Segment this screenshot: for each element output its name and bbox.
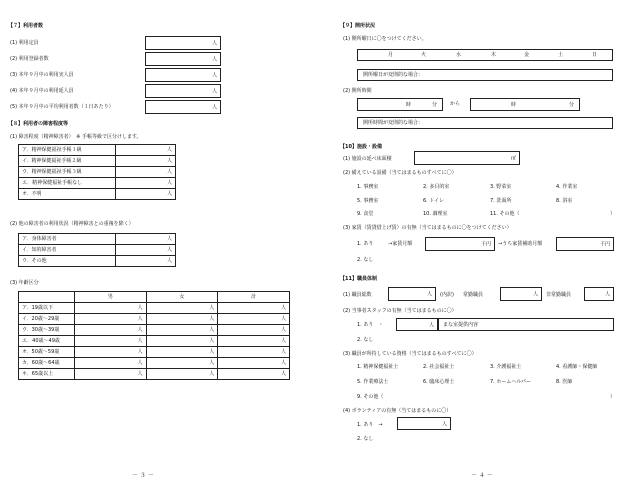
row-label: イ．20歳～29歳 <box>19 314 75 325</box>
open-time-box[interactable] <box>357 98 443 111</box>
total-cell[interactable]: 人 <box>218 347 290 358</box>
row-label: オ．不明 <box>19 189 116 200</box>
table-row <box>19 245 176 256</box>
row-label: ア．身体障害者 <box>19 234 116 245</box>
qualification-option[interactable]: 4. 看護師・保健師 <box>556 364 598 370</box>
qualification-option[interactable]: 7. ホームヘルパー <box>490 379 532 385</box>
s11-q2-label: (2) 当事者スタッフの有無（当てはまるものに〇） <box>343 308 457 314</box>
s7-row-1-label: (1) 利用定員 <box>10 40 39 46</box>
volunteer-yes[interactable]: 1. あり → <box>357 422 383 428</box>
row-label: オ．50歳～59歳 <box>19 347 75 358</box>
female-cell[interactable]: 人 <box>146 336 218 347</box>
s10-q2-label: (2) 備えている設備（当てはまるものすべてに〇） <box>343 170 457 176</box>
parttime-staff-input[interactable] <box>584 287 614 301</box>
floor-area-input[interactable] <box>414 151 520 165</box>
peer-staff-no[interactable]: 2. なし <box>357 337 374 343</box>
day-sun[interactable]: 日 <box>592 52 598 58</box>
s7-row-4-label: (4) 本年９月中の利用延人員 <box>10 88 74 94</box>
s7-row-5-label: (5) 本年９月中の平均利用者数（１日あたり） <box>10 104 114 110</box>
qualification-other-close: ） <box>610 394 616 400</box>
open-minute-label: 分 <box>432 102 438 108</box>
female-cell[interactable]: 人 <box>146 314 218 325</box>
peer-staff-note-input[interactable] <box>438 318 614 331</box>
table-row <box>19 178 176 189</box>
facility-option[interactable]: 6. トイレ <box>423 198 445 204</box>
count-cell[interactable]: 人 <box>116 234 176 245</box>
qualification-option[interactable]: 2. 社会福祉士 <box>423 364 455 370</box>
table-row <box>19 256 176 267</box>
table-row <box>19 325 290 336</box>
count-cell[interactable]: 人 <box>116 245 176 256</box>
section-7-title: 【７】利用者数 <box>8 23 44 29</box>
s8-q3-label: (3) 年齢区分 <box>10 280 39 286</box>
day-tue[interactable]: 火 <box>421 52 427 58</box>
table-row <box>19 314 290 325</box>
section-10-title: 【10】施設・設備 <box>340 144 382 150</box>
peer-staff-yes[interactable]: 1. あり ・ <box>357 322 384 328</box>
facility-option-other[interactable]: 11. その他（ <box>490 211 520 217</box>
count-cell[interactable]: 人 <box>116 189 176 200</box>
count-cell[interactable]: 人 <box>116 145 176 156</box>
close-time-box[interactable] <box>470 98 580 111</box>
fulltime-label: 常勤職員 <box>463 292 484 298</box>
disability-grade-table <box>18 144 176 200</box>
parttime-label: 非常勤職員 <box>546 292 572 298</box>
close-minute-label: 分 <box>569 102 575 108</box>
row-label: ア．精神保健福祉手帳１級 <box>19 145 116 156</box>
facility-option[interactable]: 10. 調理室 <box>423 211 448 217</box>
table-row <box>19 303 290 314</box>
male-cell[interactable]: 人 <box>75 325 147 336</box>
facility-option[interactable]: 1. 事務室 <box>357 184 379 190</box>
table-header-row <box>19 292 290 303</box>
male-cell[interactable]: 人 <box>75 347 147 358</box>
row-label: キ．65歳以上 <box>19 369 75 380</box>
s8-q1-label: (1) 障害程度（精神障害者） ※ 手帳等級で区分けします。 <box>10 134 142 140</box>
header-total: 計 <box>218 292 290 303</box>
table-row <box>19 156 176 167</box>
row-label: カ．60歳～64歳 <box>19 358 75 369</box>
total-cell[interactable]: 人 <box>218 325 290 336</box>
day-note-box[interactable] <box>357 69 613 81</box>
other-disability-table <box>18 233 176 267</box>
female-cell[interactable]: 人 <box>146 347 218 358</box>
open-hour-label: 時 <box>406 102 412 108</box>
male-cell[interactable]: 人 <box>75 303 147 314</box>
age-table <box>18 291 290 380</box>
unit-label: 人 <box>211 56 217 63</box>
facility-option[interactable]: 5. 事務室 <box>357 198 379 204</box>
facility-option[interactable]: 2. 多目的室 <box>423 184 450 190</box>
right-page-number: － ４ － <box>471 472 493 479</box>
time-note-label: 開所時間が変則的な場合： <box>363 120 424 126</box>
fulltime-staff-input[interactable] <box>500 287 542 301</box>
s7-row-1-input[interactable] <box>145 36 221 50</box>
male-cell[interactable]: 人 <box>75 358 147 369</box>
day-sat[interactable]: 土 <box>558 52 564 58</box>
total-cell[interactable]: 人 <box>218 303 290 314</box>
row-label: エ．精神保健福祉手帳なし <box>19 178 116 189</box>
s9-q1-label: (1) 開所曜日に〇をつけてください。 <box>343 36 427 42</box>
section-9-title: 【９】開所状況 <box>340 23 376 29</box>
peer-staff-note-label: まな室提供内容 <box>443 322 479 328</box>
row-label: イ．知的障害者 <box>19 245 116 256</box>
row-label: イ．精神保健福祉手帳２級 <box>19 156 116 167</box>
qualification-option[interactable]: 8. 医師 <box>556 379 573 385</box>
day-mon[interactable]: 月 <box>388 52 394 58</box>
table-row <box>19 347 290 358</box>
female-cell[interactable]: 人 <box>146 325 218 336</box>
count-cell[interactable]: 人 <box>116 167 176 178</box>
table-row <box>19 369 290 380</box>
s7-row-4-input[interactable] <box>145 84 221 98</box>
table-row <box>19 167 176 178</box>
unit-label: 人 <box>211 72 217 79</box>
rent-yes[interactable]: 1. あり <box>357 241 374 247</box>
rent-amount-input[interactable] <box>425 237 495 251</box>
day-thu[interactable]: 木 <box>491 52 497 58</box>
section-11-title: 【11】職員体制 <box>340 276 377 282</box>
facility-option[interactable]: 8. 浴室 <box>556 198 573 204</box>
total-staff-unit: 人 <box>426 291 432 298</box>
male-cell[interactable]: 人 <box>75 314 147 325</box>
table-row <box>19 358 290 369</box>
rent-subsidy-unit: 千円 <box>599 241 610 248</box>
female-cell[interactable]: 人 <box>146 303 218 314</box>
header-empty <box>19 292 75 303</box>
day-wed[interactable]: 水 <box>456 52 462 58</box>
qualification-other[interactable]: 9. その他（ <box>357 394 384 400</box>
s7-row-3-input[interactable] <box>145 68 221 82</box>
s7-row-3-label: (3) 本年９月中の利用実人員 <box>10 72 74 78</box>
parttime-unit: 人 <box>604 291 610 298</box>
s11-q4-label: (4) ボランティアの有無（当てはまるものに〇） <box>343 408 452 414</box>
rent-unit: 千円 <box>480 241 491 248</box>
rent-subsidy-input[interactable] <box>556 237 614 251</box>
day-fri[interactable]: 金 <box>524 52 530 58</box>
facility-other-close: ） <box>610 211 616 217</box>
male-cell[interactable]: 人 <box>75 336 147 347</box>
peer-staff-unit: 人 <box>428 322 434 328</box>
s10-q3-label: (3) 家賃（賃貸借上げ賃）の有無（当てはまるものに〇をつけてください） <box>343 225 512 231</box>
facility-option[interactable]: 7. 洗面所 <box>490 198 512 204</box>
table-row <box>19 189 176 200</box>
row-label: エ．40歳～49歳 <box>19 336 75 347</box>
table-row <box>19 336 290 347</box>
section-8-title: 【８】利用者の障害程度等 <box>8 121 69 127</box>
facility-option[interactable]: 9. 食堂 <box>357 211 374 217</box>
area-unit: ㎡ <box>510 155 516 162</box>
s7-row-5-input[interactable] <box>145 100 221 114</box>
volunteer-unit: 人 <box>441 421 447 427</box>
count-cell[interactable]: 人 <box>116 156 176 167</box>
s8-q2-label: (2) 他の障害者の利用状況（精神障害との重複を除く） <box>10 221 134 227</box>
fulltime-unit: 人 <box>532 291 538 298</box>
weekday-box <box>357 49 613 61</box>
s7-row-2-label: (2) 利用登録者数 <box>10 56 49 62</box>
header-male: 男 <box>75 292 147 303</box>
count-cell[interactable]: 人 <box>116 178 176 189</box>
facility-option[interactable]: 4. 作業室 <box>556 184 578 190</box>
total-cell[interactable]: 人 <box>218 336 290 347</box>
s9-q2-label: (2) 開所時間 <box>343 88 372 94</box>
qualification-option[interactable]: 6. 臨床心理士 <box>423 379 455 385</box>
rent-subsidy-label: →うち家賃補助月額 <box>498 241 543 247</box>
female-cell[interactable]: 人 <box>146 369 218 380</box>
row-label: ウ．30歳～39歳 <box>19 325 75 336</box>
s10-q1-label: (1) 施設の延べ床面積 <box>343 156 392 162</box>
rent-amount-label: →家賃月額 <box>388 241 413 247</box>
s11-q1-label: (1) 職員総数 <box>343 292 372 298</box>
close-hour-label: 時 <box>511 102 517 108</box>
total-cell[interactable]: 人 <box>218 369 290 380</box>
day-note-label: 開所曜日が変則的な場合： <box>363 72 424 78</box>
header-female: 女 <box>146 292 218 303</box>
qualification-option[interactable]: 5. 作業療法士 <box>357 379 389 385</box>
count-cell[interactable]: 人 <box>116 256 176 267</box>
row-label: ア．19歳以下 <box>19 303 75 314</box>
row-label: ウ．精神保健福祉手帳３級 <box>19 167 116 178</box>
from-label: から <box>450 101 461 107</box>
qualification-option[interactable]: 3. 介護福祉士 <box>490 364 522 370</box>
unit-label: 人 <box>211 88 217 95</box>
volunteer-no[interactable]: 2. なし <box>357 436 374 442</box>
qualification-option[interactable]: 1. 精神保健福祉士 <box>357 364 399 370</box>
s11-q3-label: (3) 職員が所持している資格（当てはまるものすべてに〇） <box>343 351 477 357</box>
total-staff-input[interactable] <box>388 287 436 301</box>
unit-label: 人 <box>211 40 217 47</box>
row-label: ウ．その他 <box>19 256 116 267</box>
s7-row-2-input[interactable] <box>145 52 221 66</box>
time-note-box[interactable] <box>357 117 613 129</box>
volunteer-count-input[interactable] <box>397 417 451 430</box>
unit-label: 人 <box>211 104 217 111</box>
male-cell[interactable]: 人 <box>75 369 147 380</box>
total-cell[interactable]: 人 <box>218 314 290 325</box>
rent-no[interactable]: 2. なし <box>357 257 374 263</box>
facility-option[interactable]: 3. 野菜室 <box>490 184 512 190</box>
total-cell[interactable]: 人 <box>218 358 290 369</box>
breakdown-label: (内訳) <box>440 292 454 298</box>
female-cell[interactable]: 人 <box>146 358 218 369</box>
table-row <box>19 145 176 156</box>
table-row <box>19 234 176 245</box>
peer-staff-count-input[interactable] <box>396 318 438 331</box>
left-page-number: － ３ － <box>132 472 154 479</box>
